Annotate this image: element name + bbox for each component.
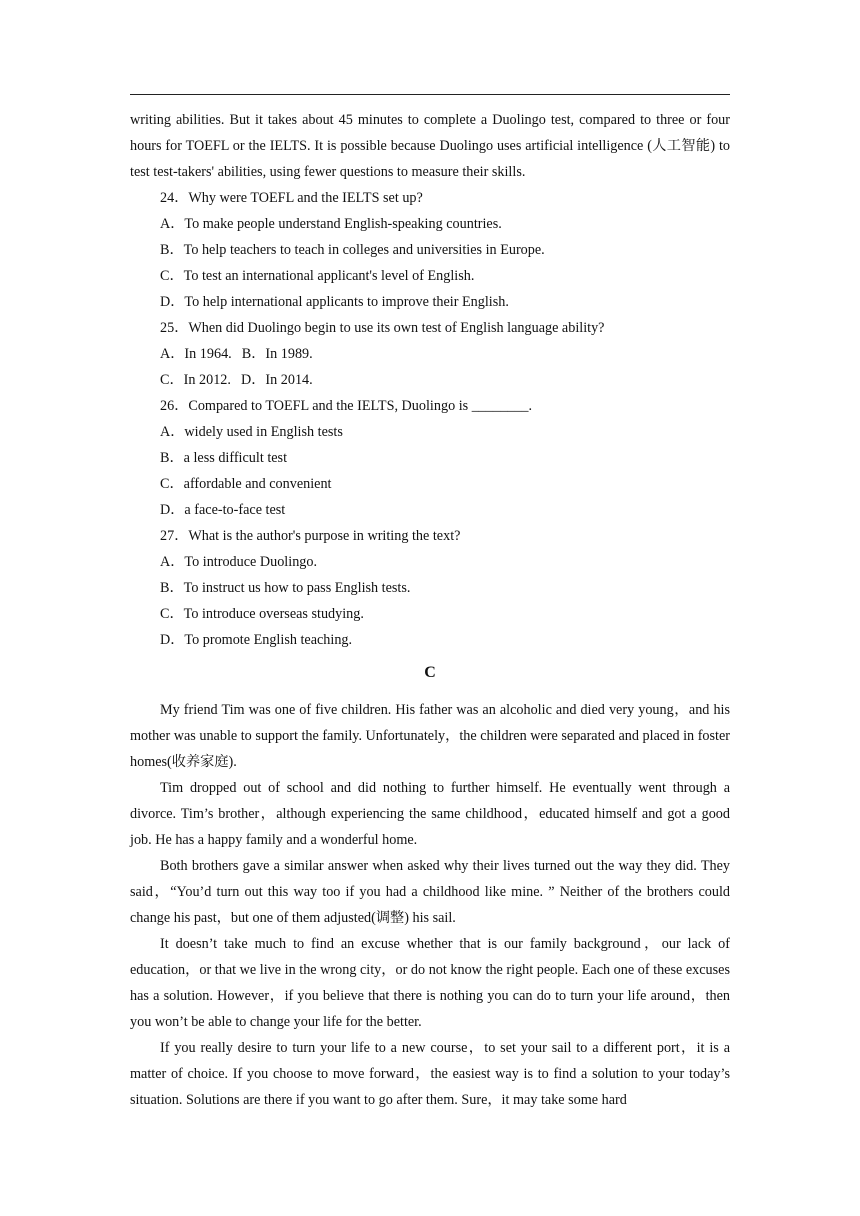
answer-option: D．To promote English teaching. bbox=[160, 632, 353, 648]
passage-paragraph: My friend Tim was one of five children. His father was an alcoholic and died very young，and his mother was unable to support the family. Unfortunately，the children were separated and placed in foster homes(收养家庭). bbox=[130, 702, 730, 770]
page-content bbox=[130, 107, 730, 1113]
passage-paragraph: Tim dropped out of school and did nothing to further himself. He eventually went through a divorce. Tim’s brother，although experiencing the same childhood，educated himself and got a good job. He has a happy family and a wonderful home. bbox=[130, 780, 730, 848]
question-26 bbox=[130, 393, 730, 523]
passage-paragraph: Both brothers gave a similar answer when asked why their lives turned out the way they did. They said，“You’d turn out this way too if you had a childhood like mine. ” Neither of the brothers could change his past，but one of them adjusted(调整) his sail. bbox=[130, 858, 730, 926]
answer-option: B．a less difficult test bbox=[160, 450, 288, 466]
question-25 bbox=[130, 315, 730, 393]
answer-option: B．To instruct us how to pass English tests. bbox=[160, 580, 411, 596]
passage-paragraph: If you really desire to turn your life to a new course，to set your sail to a different port，it is a matter of choice. If you choose to move forward，the easiest way is to find a solution to your today’s situation. Solutions are there if you want to go after them. Sure，it may take some hard bbox=[130, 1040, 730, 1108]
question-27 bbox=[130, 523, 730, 653]
answer-option: C．In 2012. bbox=[160, 372, 231, 388]
answer-option: B．In 1989. bbox=[241, 346, 313, 362]
answer-option: D．a face-to-face test bbox=[160, 502, 286, 518]
passage-b-continuation: writing abilities. But it takes about 45 minutes to complete a Duolingo test, compared to three or four hours for TOEFL or the IELTS. It is possible because Duolingo uses artificial intelligence (人工智能) to test test-takers' abilities, using fewer questions to measure their skills. bbox=[130, 112, 730, 180]
header-rule bbox=[130, 94, 730, 95]
answer-option: A．To introduce Duolingo. bbox=[160, 554, 318, 570]
question-stem: 24．Why were TOEFL and the IELTS set up? bbox=[160, 190, 423, 206]
answer-option: C．To test an international applicant's level of English. bbox=[160, 268, 475, 284]
question-stem: 25．When did Duolingo begin to use its own test of English language ability? bbox=[160, 320, 605, 336]
question-stem: 27．What is the author's purpose in writing the text? bbox=[160, 528, 461, 544]
answer-option: D．To help international applicants to improve their English. bbox=[160, 294, 509, 310]
answer-option: A．In 1964. bbox=[160, 346, 232, 362]
answer-option: B．To help teachers to teach in colleges and universities in Europe. bbox=[160, 242, 545, 258]
section-c bbox=[130, 653, 730, 1113]
answer-option-row bbox=[130, 341, 730, 367]
section-heading: C bbox=[424, 664, 436, 681]
passage-paragraph: It doesn’t take much to find an excuse whether that is our family background，our lack of education，or that we live in the wrong city，or do not know the right people. Each one of these excuses has a solution. However，if you believe that there is nothing you can do to turn your life around，then you won’t be able to change your life for the better. bbox=[130, 936, 730, 1030]
question-stem: 26．Compared to TOEFL and the IELTS, Duolingo is ________. bbox=[160, 398, 533, 414]
answer-option: A．widely used in English tests bbox=[160, 424, 343, 440]
answer-option: A．To make people understand English-speaking countries. bbox=[160, 216, 502, 232]
question-24 bbox=[130, 185, 730, 315]
answer-option-row bbox=[130, 367, 730, 393]
answer-option: C．To introduce overseas studying. bbox=[160, 606, 364, 622]
answer-option: D．In 2014. bbox=[240, 372, 313, 388]
answer-option: C．affordable and convenient bbox=[160, 476, 332, 492]
